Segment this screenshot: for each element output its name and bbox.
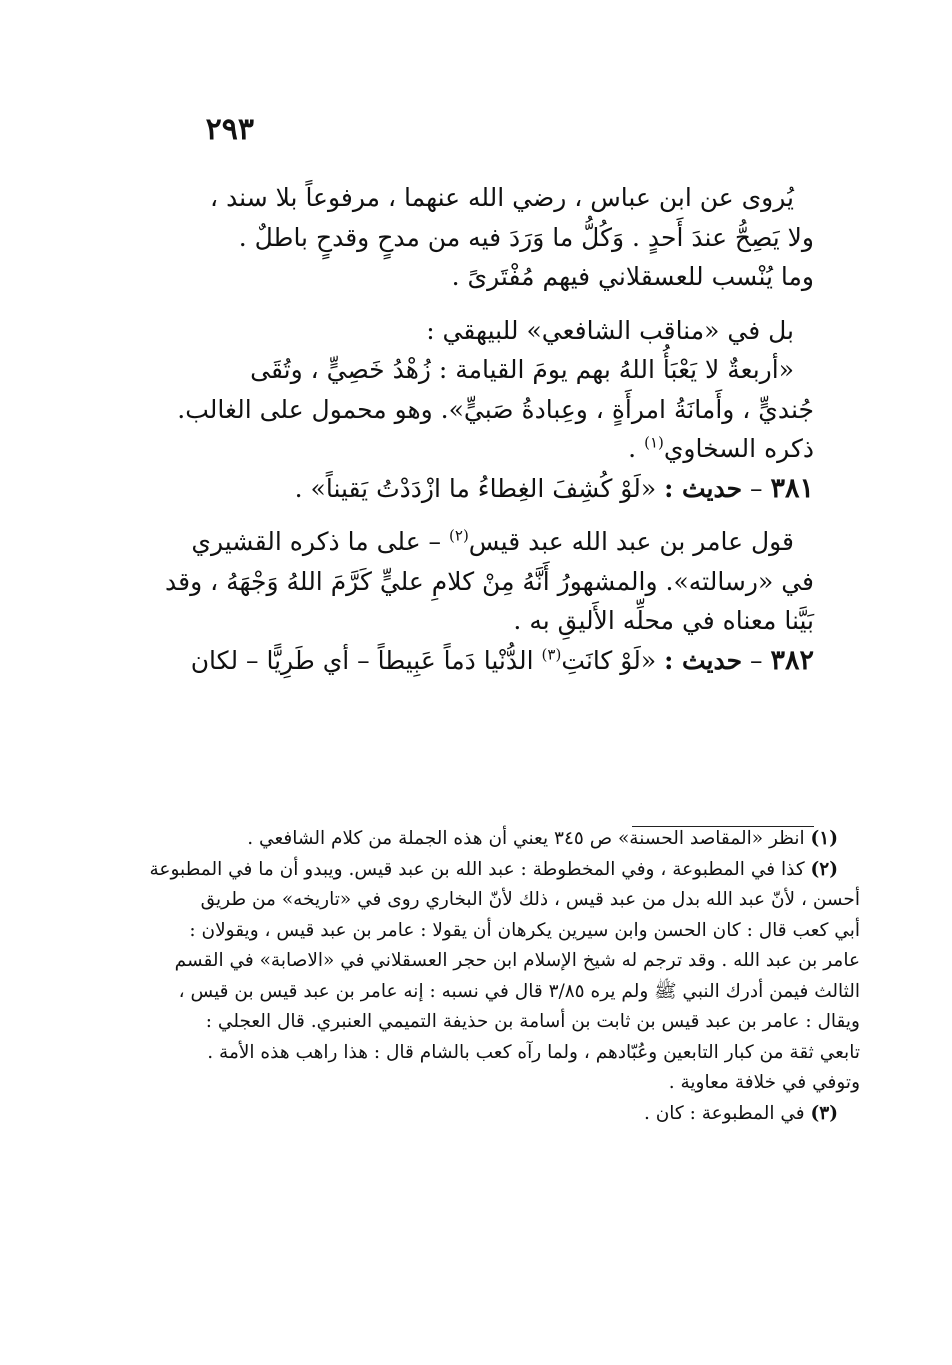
footnote-2-line-2: أحسن ، لأنّ عبد الله بدل من عبد قيس ، ذلك لأنّ البخاري روى في «تاريخه» من طريق <box>200 889 860 910</box>
intro-line-2: ولا يَصِحُّ عندَ أَحدٍ . وَكُلُّ ما وَرَدَ فيه من مدحٍ وقدحٍ باطلٌ . <box>238 222 814 252</box>
footnote-marker-3: (٣) <box>541 645 562 664</box>
commentary-after-marker: – على ما ذكره القشيري <box>191 527 450 556</box>
footnote-2-line-6: ويقال : عامر بن عبد قيس بن ثابت بن أسامة بن حذيفة التميمي العنبري. قال العجلي : <box>205 1011 860 1032</box>
spacer <box>134 508 814 522</box>
footnote-2-line-4: عامر بن عبد الله . وقد ترجم له شيخ الإسلام ابن حجر العسقلاني في «الاصابة» في القسم <box>174 950 860 971</box>
bayhaqi-intro: بل في «مناقب الشافعي» للبيهقي : <box>426 315 794 345</box>
intro-line-1: يُروى عن ابن عباس ، رضي الله عنهما ، مرفوعاً بلا سند ، <box>210 183 794 212</box>
spacer <box>134 297 814 311</box>
footnote-2-line-7: تابعي ثقة من كبار التابعين وعُبّادهم ، ولما رآه كعب بالشام قال : هذا راهب هذه الأمة . <box>207 1041 860 1063</box>
hadith-382-dash: – <box>742 645 771 675</box>
footnote-1-number: (١) <box>810 828 838 849</box>
footnote-3-number: (٣) <box>810 1102 838 1124</box>
hadith-381-text: «لَوْ كُشِفَ الغِطاءُ ما ازْدَدْتُ يَقيناً» . <box>294 473 665 503</box>
footnote-2-number: (٢) <box>810 858 838 880</box>
hadith-382 <box>134 641 814 681</box>
footnote-3-line-1: في المطبوعة : كان . <box>643 1102 805 1124</box>
hadith-382-text-after: الدُّنْيا دَماً عَبِيطاً – أي طَرِيًّا – لكان <box>190 645 542 675</box>
bayhaqi-quote-line-1: «أربعةٌ لا يَعْبَأُ اللهُ بهم يومَ القيامة : زُهْدُ خَصِيٍّ ، وتُقَى <box>250 355 794 384</box>
sakhawi-line <box>134 429 814 469</box>
footnote-1 <box>134 824 860 855</box>
hadith-381-dash: – <box>742 473 771 503</box>
footnote-2-line-8: وتوفي في خلافة معاوية . <box>668 1072 860 1093</box>
commentary-line-2: في «رسالته». والمشهورُ أَنَّهُ مِنْ كلامِ عليٍّ كَرَّمَ اللهُ وَجْهَهُ ، وقد <box>165 566 814 596</box>
footnote-2-line-3: أبي كعب قال : كان الحسن وابن سيرين يكرهان أن يقولا : عامر بن عبد قيس ، ويقولان : <box>189 919 860 941</box>
footnote-1-line-1: انظر «المقاصد الحسنة» ص ٣٤٥ يعني أن هذه الجملة من كلام الشافعي . <box>247 828 805 849</box>
intro-line-3: وما يُنْسب للعسقلاني فيهم مُفْتَرىً . <box>451 262 814 291</box>
commentary-line-1 <box>134 522 814 562</box>
sakhawi-text: ذكره السخاوي <box>663 434 814 463</box>
hadith-382-text-before: «لَوْ كانَتِ <box>561 645 665 675</box>
footnote-2-line-5: الثالث فيمن أدرك النبي ﷺ ولم يره ٣/٨٥ قال في نسبه : إنه عامر بن عبد قيس بن قيس ، <box>178 980 860 1002</box>
footnote-2-line-1: كذا في المطبوعة ، وفي المخطوطة : عبد الله بن عبد قيس. ويبدو أن ما في المطبوعة <box>149 858 805 880</box>
main-text <box>134 178 814 680</box>
hadith-382-number: ٣٨٢ <box>770 644 814 676</box>
hadith-381-label: حديث : <box>664 473 743 503</box>
footnote-marker-2: (٢) <box>449 526 469 545</box>
hadith-381-number: ٣٨١ <box>770 472 814 504</box>
footnote-2 <box>134 855 860 886</box>
bayhaqi-quote-line-2: جُنديٍّ ، وأَمانَةُ امرأَةٍ ، وعِبادةُ صَبيٍّ». وهو محمول على الغالب. <box>177 394 814 424</box>
page-number: ٢٩٣ <box>205 112 254 147</box>
hadith-381 <box>134 469 814 509</box>
hadith-382-label: حديث : <box>664 645 743 675</box>
commentary-start: قول عامر بن عبد الله عبد قيس <box>468 527 794 556</box>
footnote-3 <box>134 1099 860 1130</box>
footnotes <box>134 824 860 1129</box>
footnote-marker-1: (١) <box>644 433 664 452</box>
commentary-line-3: بَيَّنا معناه في محلِّه الأَليقِ به . <box>513 606 814 635</box>
sakhawi-end: . <box>628 434 645 463</box>
